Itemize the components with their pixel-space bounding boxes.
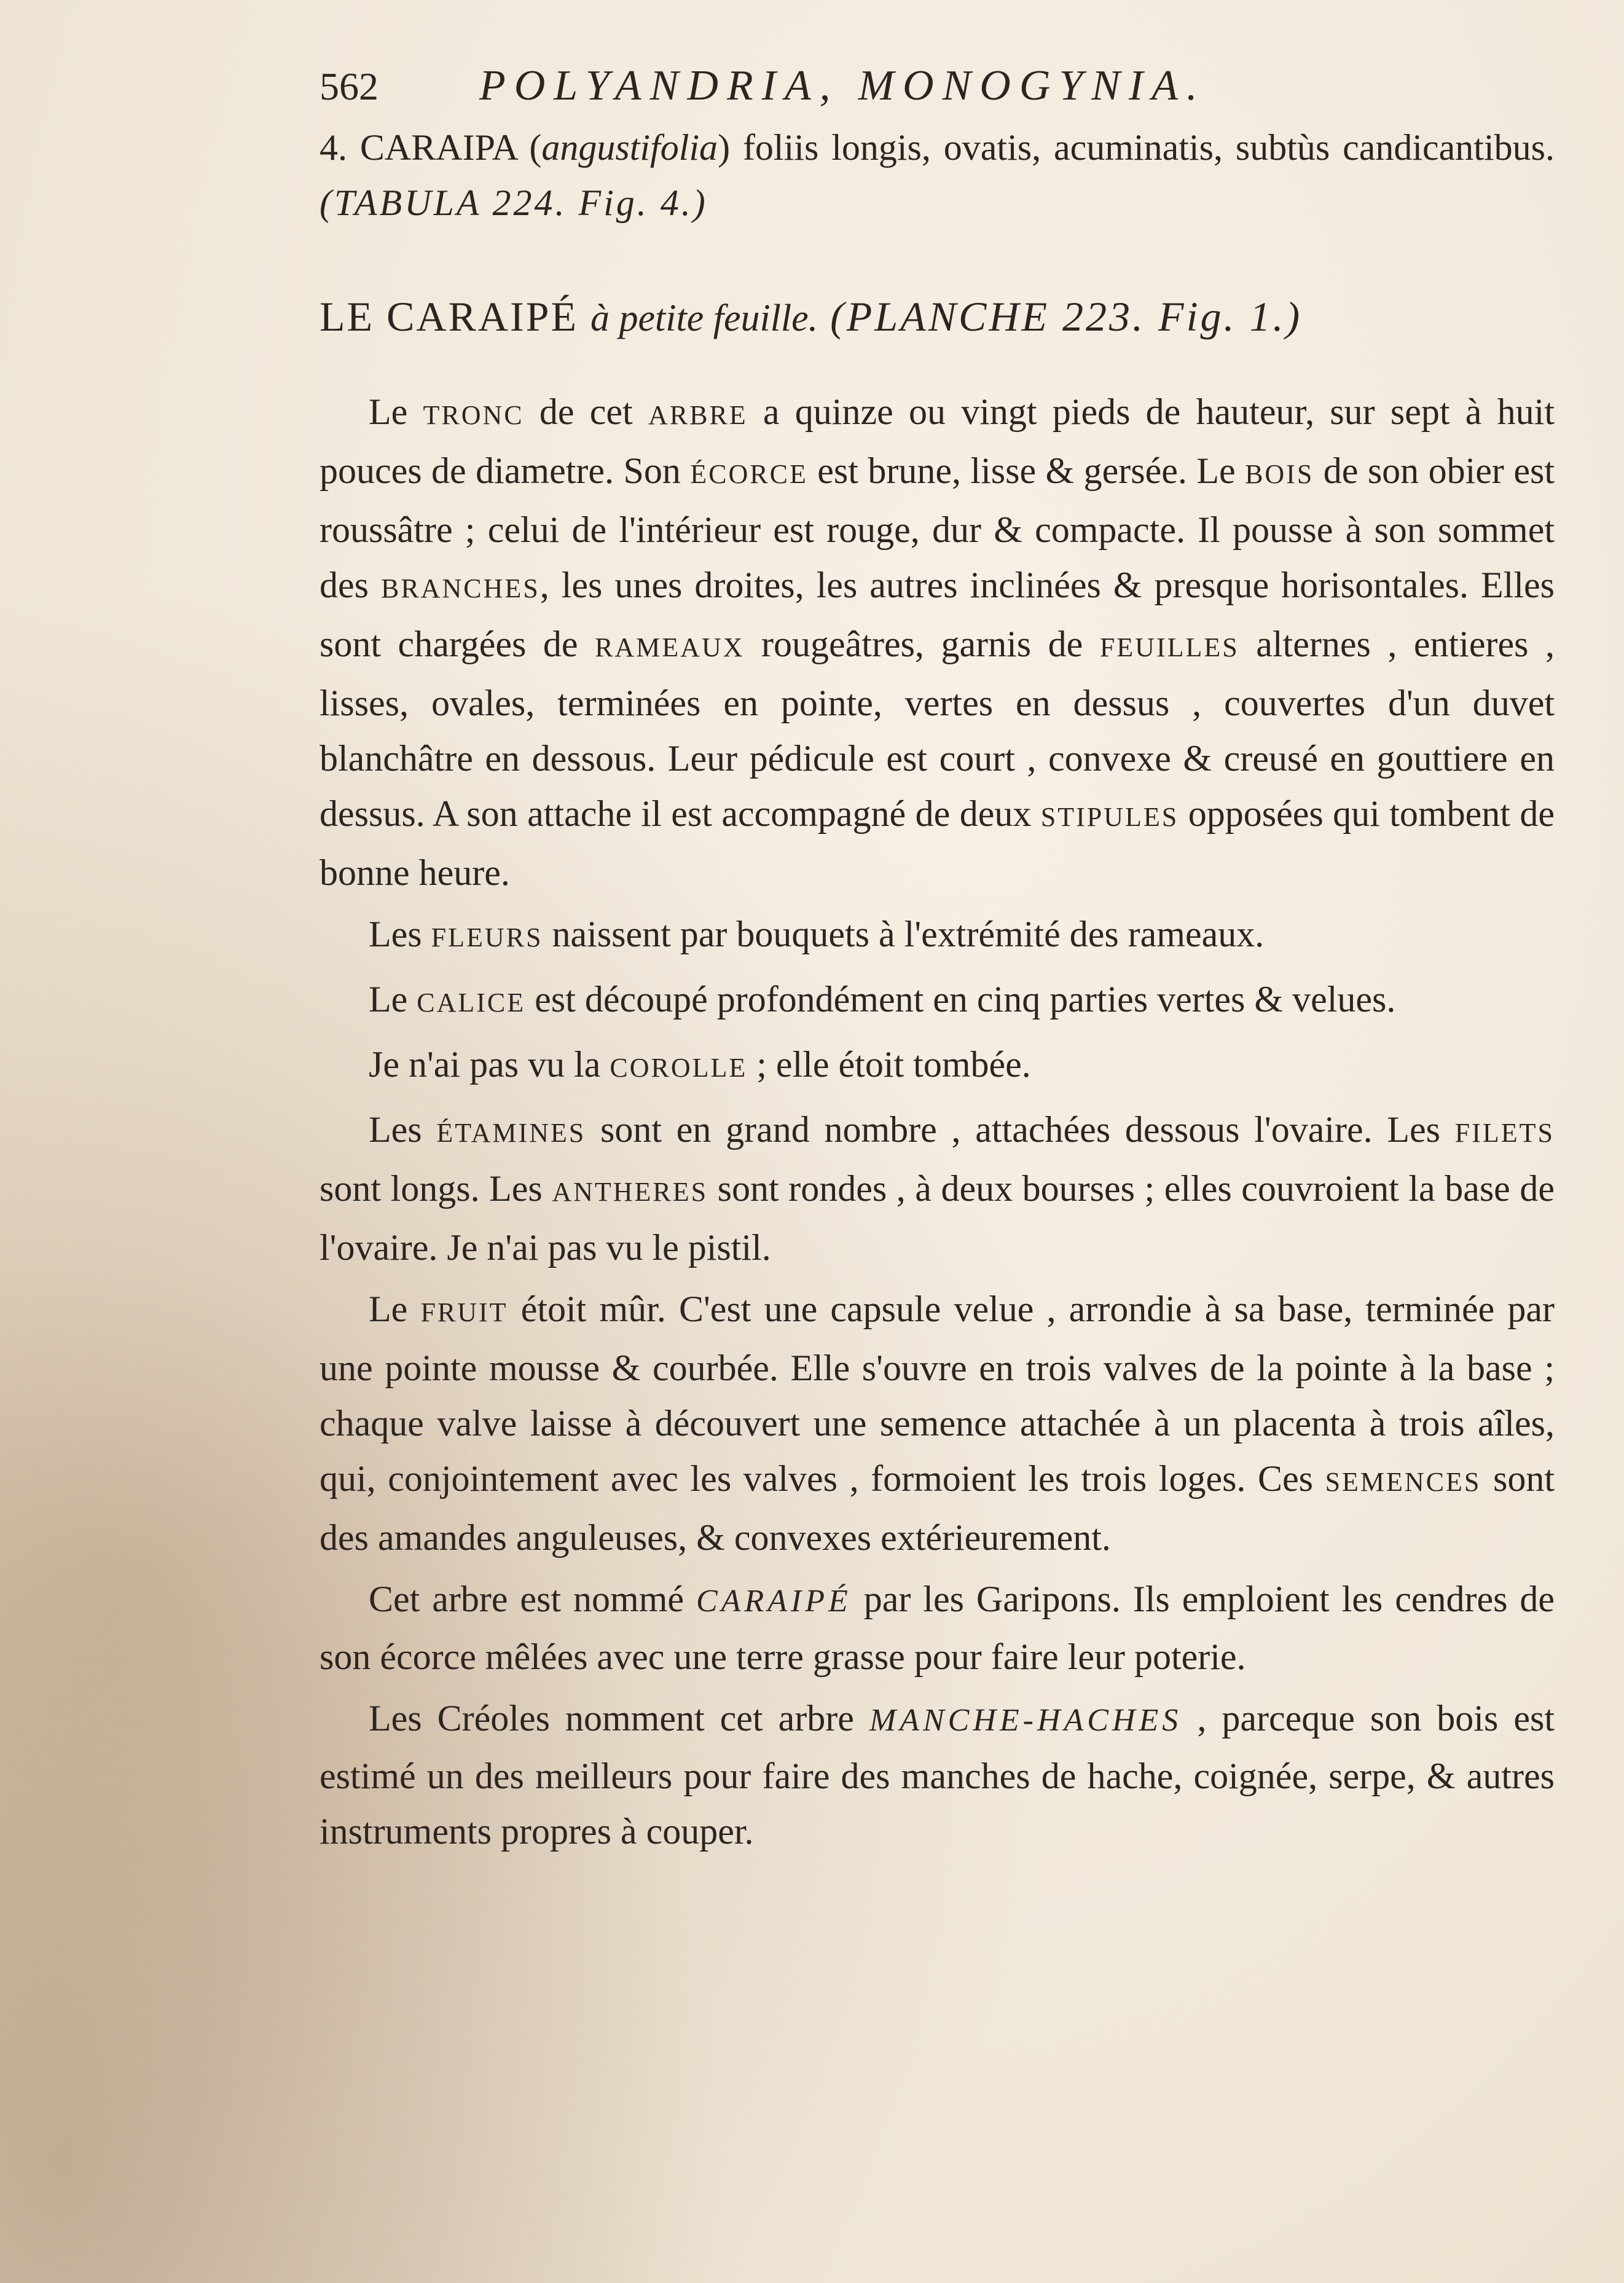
species-genus: CARAIPA — [359, 127, 517, 168]
species-entry: 4. CARAIPA (angustifolia) foliis longis, ovatis, acuminatis, subtùs candicantibus. (TABULA 224. Fig. 4.) — [320, 127, 1555, 223]
text-run: est brune, lisse & gersée. Le — [807, 450, 1245, 491]
species-epithet: angustifolia — [541, 127, 718, 168]
term-rameaux: RAMEAUX — [595, 632, 745, 662]
term-feuilles: FEUILLES — [1099, 632, 1239, 662]
paragraph-creoles — [320, 1691, 1555, 1859]
paragraph-trunk — [320, 384, 1555, 900]
text-run: sont en grand nombre , attachées dessous l'ovaire. Les — [586, 1109, 1455, 1150]
text-run: Le — [369, 391, 423, 432]
running-head — [320, 58, 1555, 120]
term-semences: SEMENCES — [1325, 1467, 1481, 1497]
term-stipules: STIPULES — [1040, 802, 1179, 832]
text-run: Les — [369, 914, 431, 954]
paragraph-flowers — [320, 906, 1555, 965]
text-run: , parceque son bois est estimé un des meilleurs pour faire des manches de hache, coignée, serpe, & autres instruments propres à couper. — [320, 1698, 1555, 1852]
term-bois: BOIS — [1245, 459, 1314, 489]
species-diagnosis: foliis longis, ovatis, acuminatis, subtùs candicantibus. — [742, 127, 1555, 168]
text-run: Le — [369, 1289, 421, 1329]
species-plate-ref: (TABULA 224. Fig. 4.) — [320, 183, 708, 223]
text-run: Les — [369, 1109, 437, 1150]
term-calice: CALICE — [417, 988, 526, 1018]
text-run: Les Créoles nomment cet arbre — [369, 1698, 869, 1739]
term-manche-haches: MANCHE-HACHES — [869, 1703, 1182, 1738]
term-ecorce: ÉCORCE — [690, 459, 808, 489]
text-run: alternes , entieres , lisses, ovales, terminées en pointe, vertes en dessus , couvertes d'un duvet blanchâtre en dessous. Leur pédicule est court , convexe & creusé en gouttiere en dessus. A son attache il est accompagné de deux — [320, 624, 1555, 834]
term-branches: BRANCHES — [380, 573, 540, 603]
term-filets: FILETS — [1454, 1118, 1555, 1148]
text-run: sont longs. Les — [320, 1168, 552, 1209]
text-run: ; elle étoit tombée. — [747, 1044, 1031, 1085]
text-run: Je n'ai pas vu la — [369, 1044, 610, 1085]
paragraph-name — [320, 1571, 1555, 1684]
text-run: de cet — [524, 391, 648, 432]
text-run: est découpé profondément en cinq parties vertes & velues. — [525, 979, 1396, 1020]
running-title: POLYANDRIA, MONOGYNIA. — [479, 62, 1206, 109]
text-run: sont des amandes anguleuses, & convexes extérieurement. — [320, 1458, 1555, 1558]
page-content — [320, 58, 1555, 1862]
term-etamines: ÉTAMINES — [436, 1118, 586, 1148]
term-arbre: ARBRE — [648, 400, 748, 430]
text-run: Cet arbre est nommé — [369, 1579, 696, 1619]
page-number: 562 — [320, 65, 379, 108]
text-run: étoit mûr. C'est une capsule velue , arrondie à sa base, terminée par une pointe mousse & courbée. Elle s'ouvre en trois valves de la pointe à la base ; chaque valve laisse à découvert une semence attachée à un placenta à trois aîles, qui, conjointement avec les valves , formoient les trois loges. Ces — [320, 1289, 1555, 1499]
section-heading — [320, 289, 1555, 356]
term-tronc: TRONC — [423, 400, 524, 430]
text-run: naissent par bouquets à l'extrémité des rameaux. — [543, 914, 1265, 954]
text-run: Le — [369, 979, 417, 1020]
text-run: sont rondes , à deux bourses ; elles couvroient la base de l'ovaire. Je n'ai pas vu le pistil. — [320, 1168, 1555, 1268]
paragraph-fruit — [320, 1281, 1555, 1565]
text-run: rougeâtres, garnis de — [744, 624, 1100, 664]
paragraph-corolla — [320, 1037, 1555, 1096]
heading-qualifier: à petite feuille. — [590, 297, 818, 339]
term-antheres: ANTHERES — [552, 1177, 708, 1207]
paragraph-stamens — [320, 1102, 1555, 1275]
species-number: 4. — [320, 127, 347, 168]
text-run: par les Garipons. Ils emploient les cendres de son écorce mêlées avec une terre grasse pour faire leur poterie. — [320, 1579, 1555, 1677]
text-run: de son obier est roussâtre ; celui de l'intérieur est rouge, dur & compacte. Il pousse à son sommet des — [320, 450, 1555, 605]
description-body — [320, 384, 1555, 1859]
text-run: , les unes droites, les autres inclinées & presque horisontales. Elles sont chargées de — [320, 565, 1555, 664]
text-run: opposées qui tombent de bonne heure. — [320, 793, 1555, 893]
term-caraipe: CARAIPÉ — [696, 1584, 852, 1619]
heading-plate-ref: (PLANCHE 223. Fig. 1.) — [830, 293, 1303, 340]
heading-name: LE CARAIPÉ — [320, 293, 578, 340]
text-run: a quinze ou vingt pieds de hauteur, sur sept à huit pouces de diametre. Son — [320, 391, 1555, 491]
term-fleurs: FLEURS — [431, 922, 543, 953]
term-fruit: FRUIT — [420, 1297, 508, 1327]
paragraph-calyx — [320, 972, 1555, 1031]
term-corolle: COROLLE — [610, 1053, 748, 1083]
